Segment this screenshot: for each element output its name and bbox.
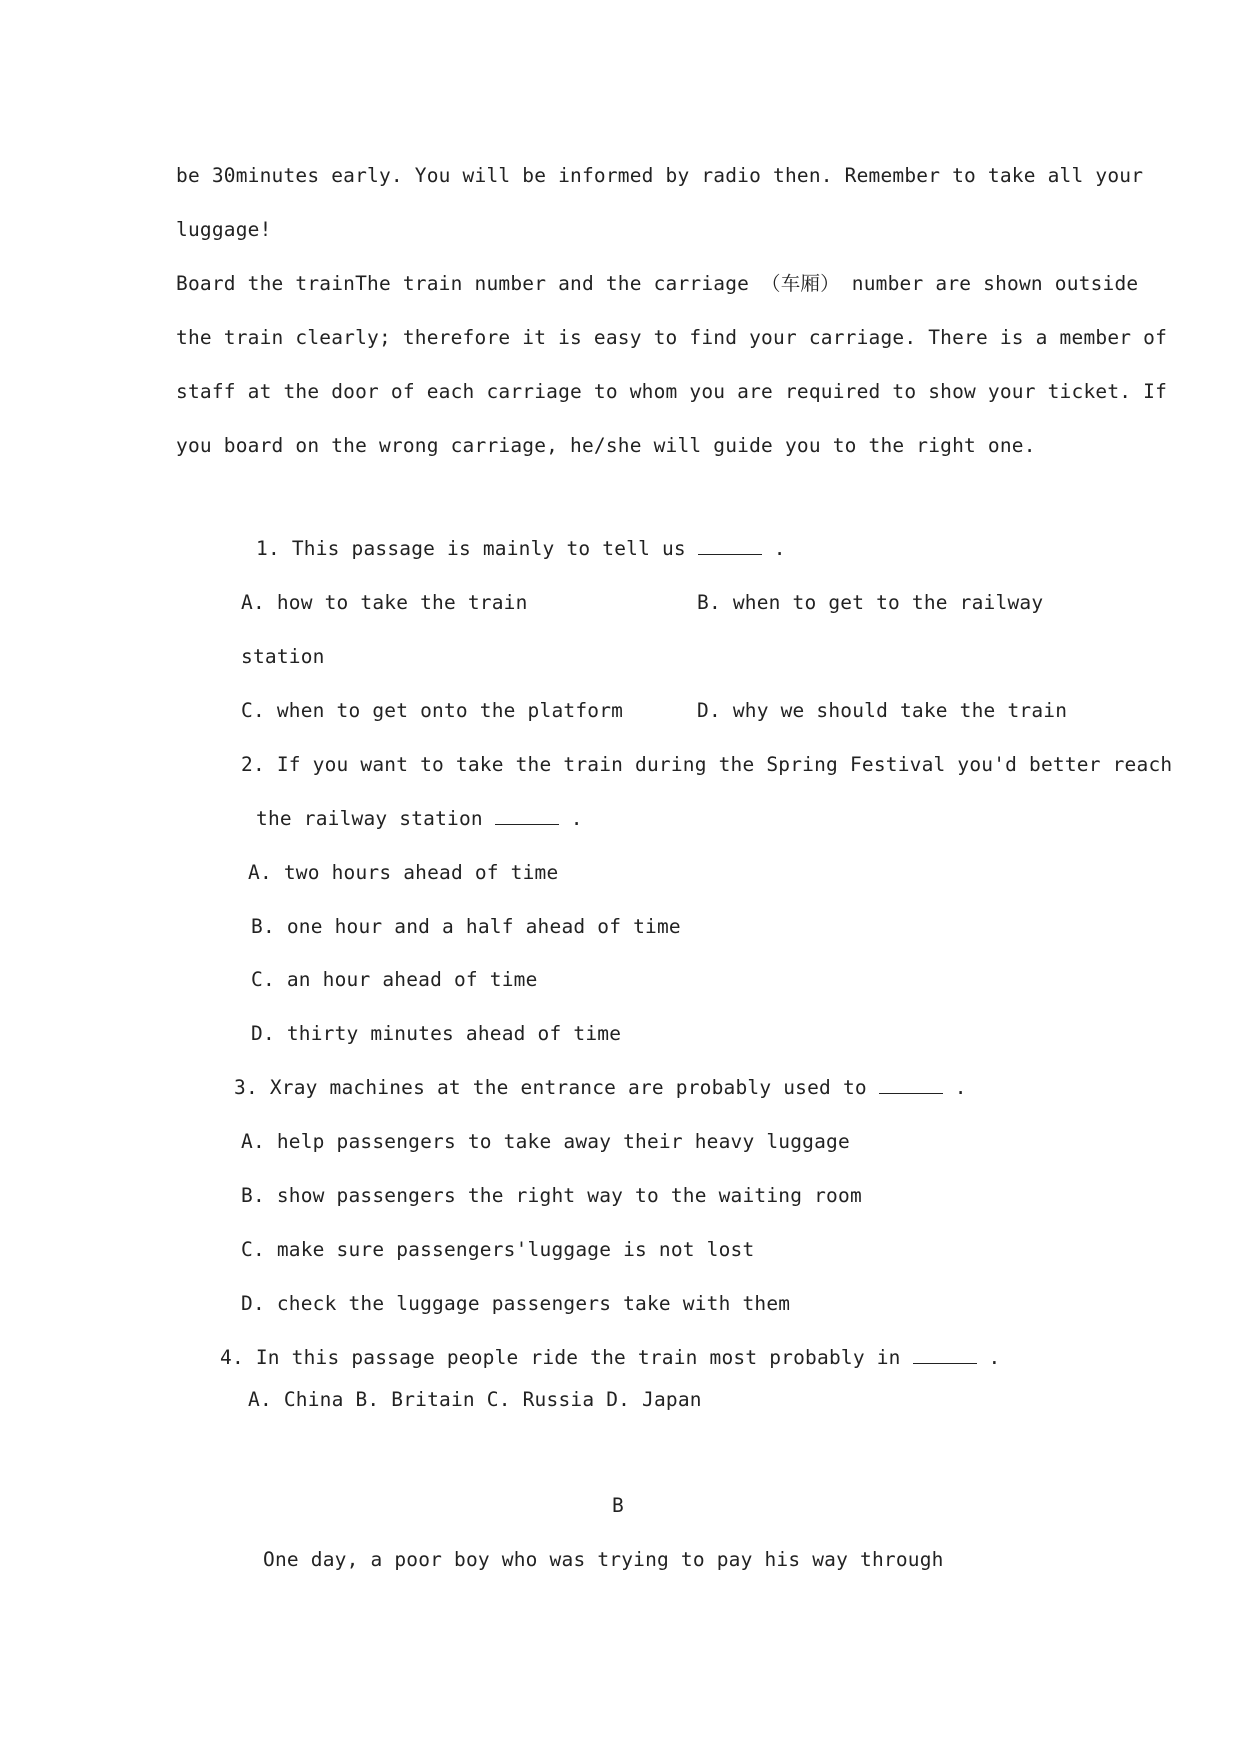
question-1-option-c[interactable]: C. when to get onto the platform (241, 699, 624, 722)
question-3-option-c[interactable]: C. make sure passengers'luggage is not lost (241, 1238, 755, 1261)
question-1-option-b-continued: station (241, 645, 325, 668)
question-1-option-b[interactable]: B. when to get to the railway (697, 591, 1044, 614)
question-stem-text: 1. This passage is mainly to tell us (256, 537, 686, 560)
question-4-stem (220, 1346, 1000, 1370)
passage-line: the train clearly; therefore it is easy to find your carriage. There is a member of (176, 326, 1168, 349)
question-3-option-b[interactable]: B. show passengers the right way to the waiting room (241, 1184, 862, 1207)
section-b-first-line: One day, a poor boy who was trying to pay his way through (263, 1548, 944, 1571)
answer-blank[interactable] (698, 538, 762, 555)
passage-line: you board on the wrong carriage, he/she will guide you to the right one. (176, 434, 1036, 457)
question-stem-text: the railway station (256, 807, 483, 830)
question-stem-end: . (988, 1346, 1001, 1369)
question-stem-end: . (773, 537, 786, 560)
question-3-stem (234, 1076, 967, 1100)
question-4-options[interactable]: A. China B. Britain C. Russia D. Japan (248, 1388, 702, 1411)
answer-blank[interactable] (495, 808, 559, 825)
question-2-stem: 2. If you want to take the train during the Spring Festival you'd better reach (241, 753, 1173, 776)
question-2-stem-continued (256, 807, 583, 831)
question-2-option-b[interactable]: B. one hour and a half ahead of time (251, 915, 681, 938)
question-3-option-d[interactable]: D. check the luggage passengers take with them (241, 1292, 791, 1315)
passage-line: Board the trainThe train number and the carriage （车厢） number are shown outside (176, 272, 1139, 295)
question-2-option-a[interactable]: A. two hours ahead of time (248, 861, 559, 884)
passage-line: luggage! (176, 218, 272, 241)
question-2-option-c[interactable]: C. an hour ahead of time (251, 968, 538, 991)
passage-line: staff at the door of each carriage to whom you are required to show your ticket. If (176, 380, 1168, 403)
question-stem-text: 3. Xray machines at the entrance are probably used to (234, 1076, 867, 1099)
question-1-option-a[interactable]: A. how to take the train (241, 591, 528, 614)
question-1-stem (256, 537, 786, 561)
question-3-option-a[interactable]: A. help passengers to take away their heavy luggage (241, 1130, 850, 1153)
answer-blank[interactable] (913, 1347, 977, 1364)
section-b-heading: B (612, 1494, 624, 1517)
answer-blank[interactable] (879, 1077, 943, 1094)
passage-line: be 30minutes early. You will be informed by radio then. Remember to take all your (176, 164, 1144, 187)
question-stem-end: . (954, 1076, 967, 1099)
question-1-option-d[interactable]: D. why we should take the train (697, 699, 1068, 722)
question-stem-end: . (570, 807, 583, 830)
question-2-option-d[interactable]: D. thirty minutes ahead of time (251, 1022, 622, 1045)
question-stem-text: 4. In this passage people ride the train most probably in (220, 1346, 901, 1369)
